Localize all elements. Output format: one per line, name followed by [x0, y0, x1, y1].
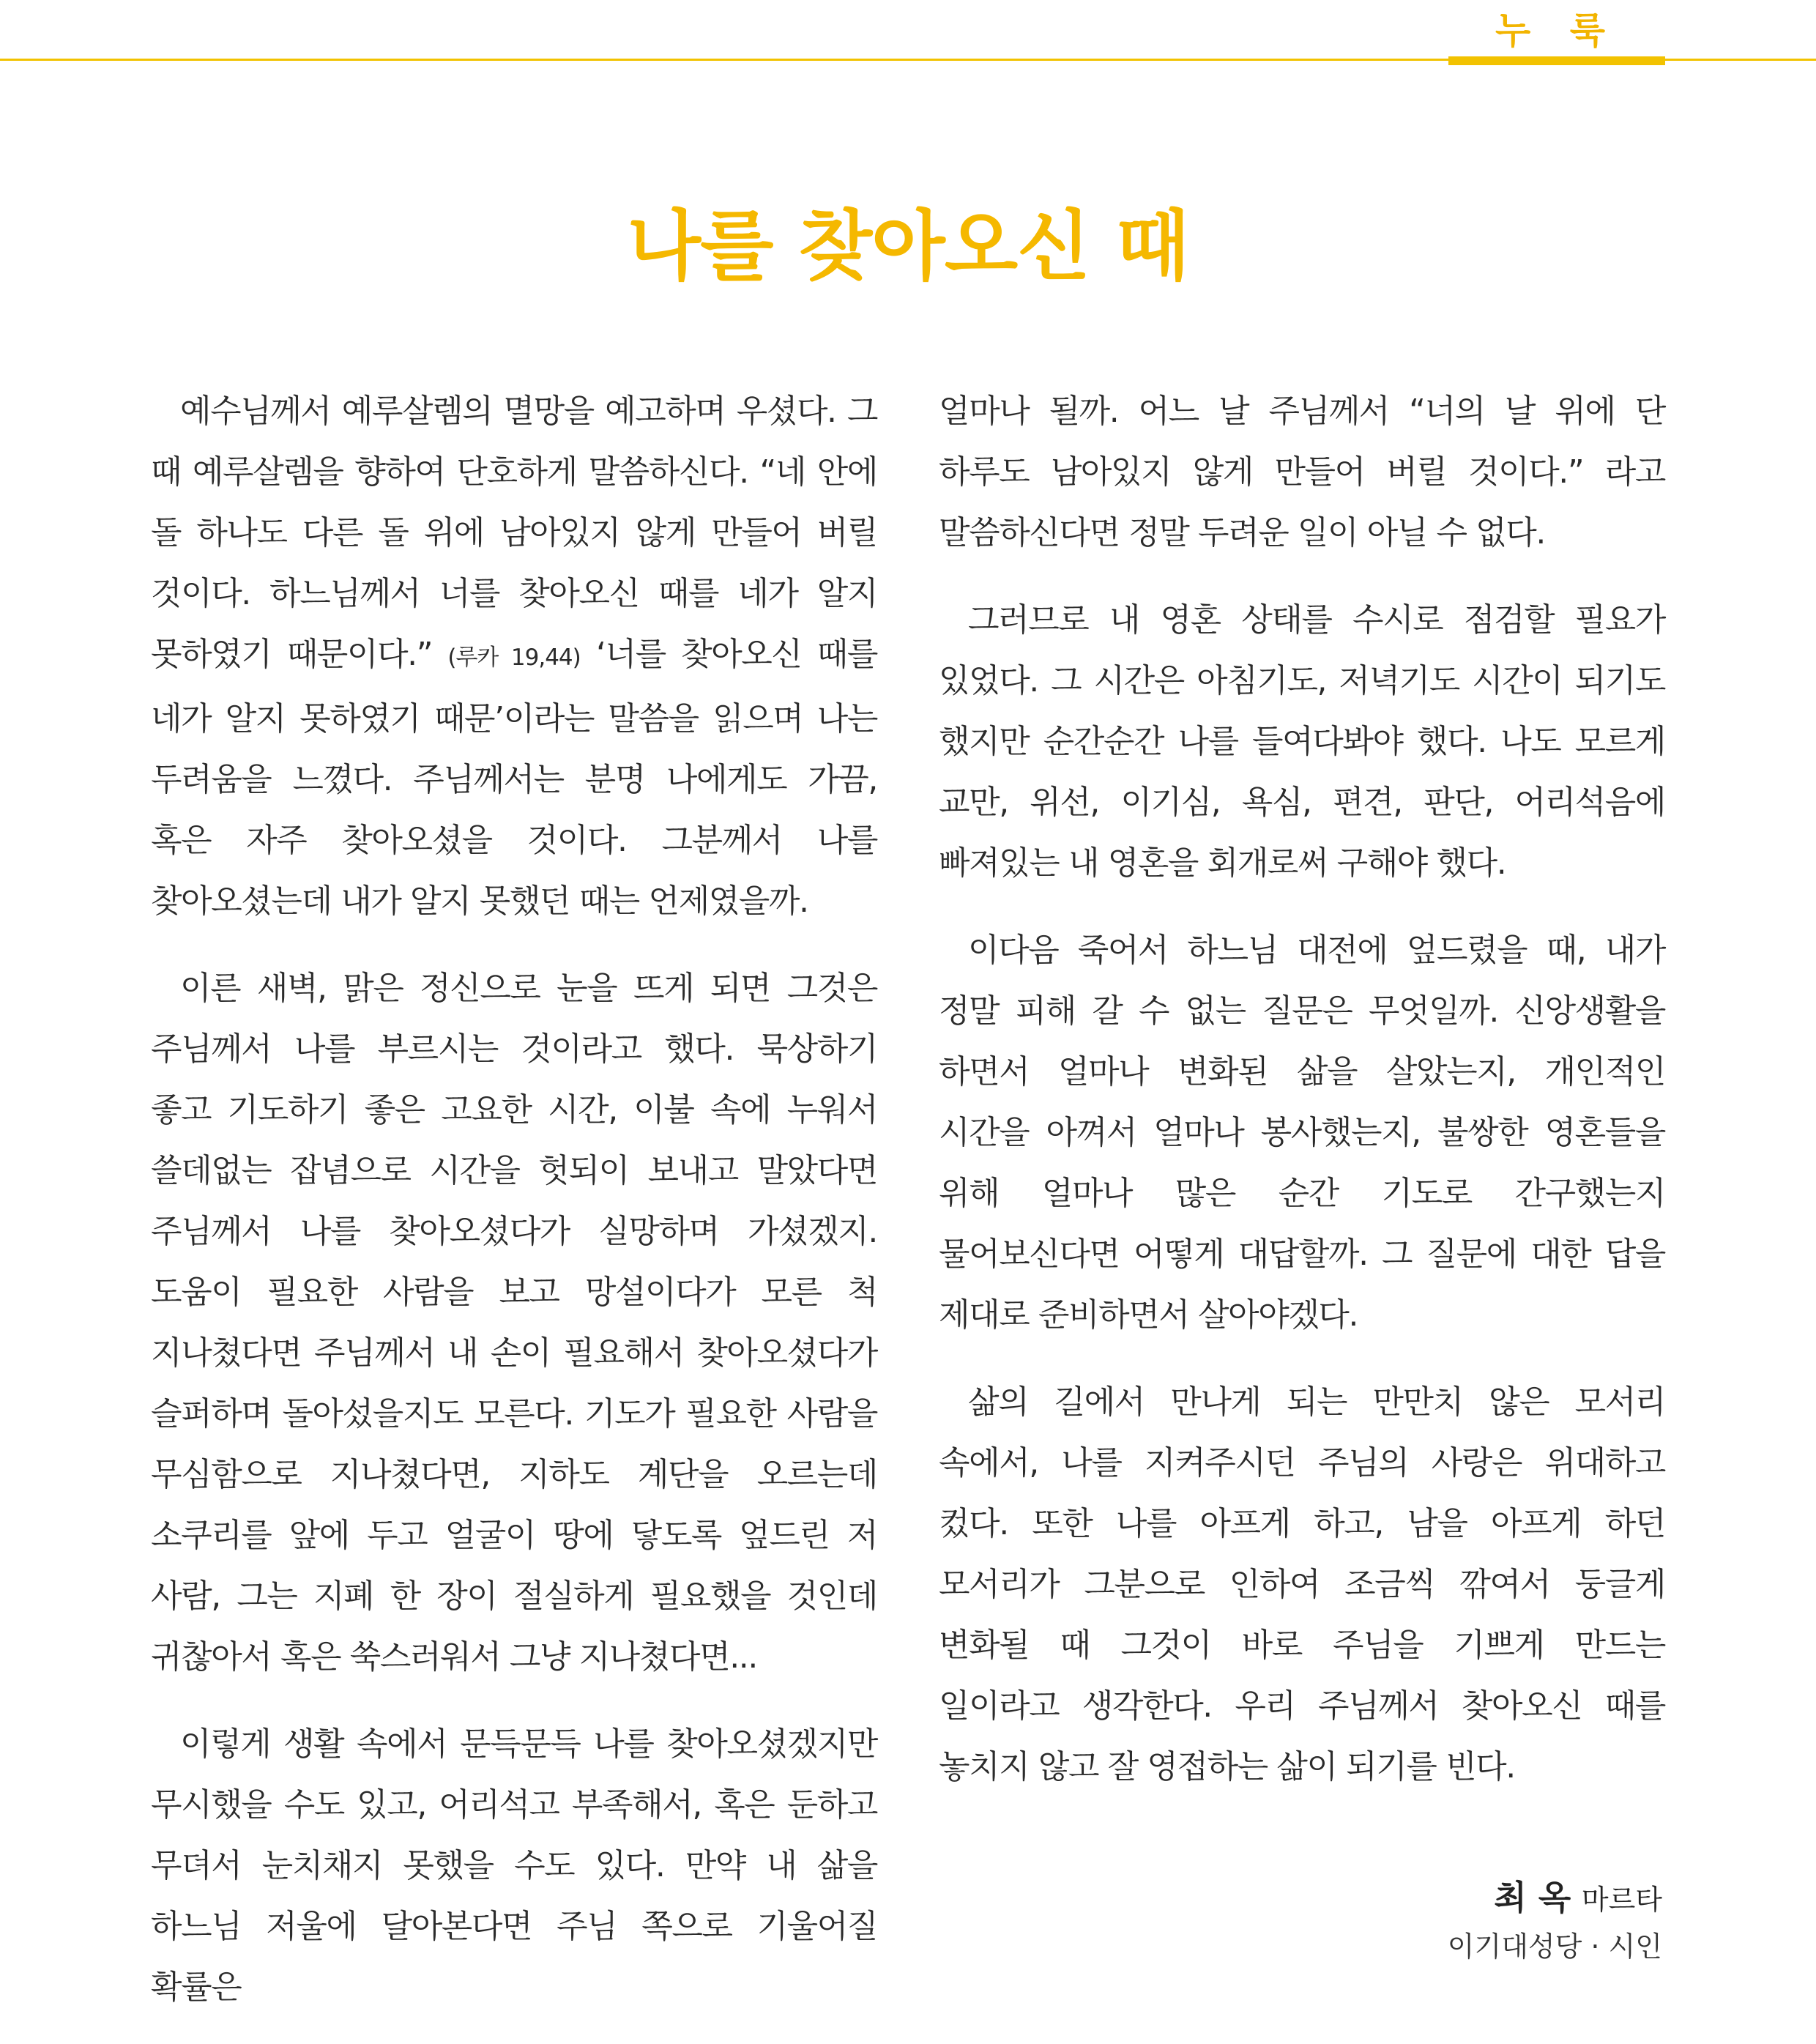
article-title: 나를 찾아오신 때 [627, 201, 1189, 291]
section-label-underline [1448, 56, 1665, 65]
author-affiliation: 이기대성당 · 시인 [1447, 1930, 1662, 1963]
paragraph-1-text-after: ‘너를 찾아오신 때를 네가 알지 못하였기 때문’이라는 말씀을 읽으며 나는 두려움을 느꼈다. 주님께서는 분명 나에게도 가끔, 혹은 자주 찾아오셨을 것이다. 그분께서 나를 찾아오셨는데 내가 알지 못했던 때는 언제였을까. [151, 636, 877, 920]
paragraph-1-text-before: 예수님께서 예루살렘의 멸망을 예고하며 우셨다. 그 때 예루살렘을 향하여 단호하게 말씀하신다. “네 안에 돌 하나도 다른 돌 위에 남아있지 않게 만들어 버릴 것이다. 하느님께서 너를 찾아오신 때를 네가 알지 못하였기 때문이다.” [151, 393, 877, 673]
left-column [151, 381, 877, 2044]
paragraph-2: 이른 새벽, 맑은 정신으로 눈을 뜨게 되면 그것은 주님께서 나를 부르시는 것이라고 했다. 묵상하기 좋고 기도하기 좋은 고요한 시간, 이불 속에 누워서 쓸데없는 잡념으로 시간을 헛되이 보내고 말았다면 주님께서 나를 찾아오셨다가 실망하며 가셨겠지. 도움이 필요한 사람을 보고 망설이다가 모른 척 지나쳤다면 주님께서 내 손이 필요해서 찾아오셨다가 슬퍼하며 돌아섰을지도 모른다. 기도가 필요한 사람을 무심함으로 지나쳤다면, 지하도 계단을 오르는데 소쿠리를 앞에 두고 얼굴이 땅에 닿도록 엎드린 저 사람, 그는 지폐 한 장이 절실하게 필요했을 것인데 귀찮아서 혹은 쑥스러워서 그냥 지나쳤다면... [151, 970, 877, 1676]
paragraph-6: 삶의 길에서 만나게 되는 만만치 않은 모서리 속에서, 나를 지켜주시던 주님의 사랑은 위대하고 컸다. 또한 나를 아프게 하고, 남을 아프게 하던 모서리가 그분으로 인하여 조금씩 깎여서 둥글게 변화될 때 그것이 바로 주님을 기쁘게 만드는 일이라고 생각한다. 우리 주님께서 찾아오신 때를 놓치지 않고 잘 영접하는 삶이 되기를 빈다. [939, 1383, 1665, 1785]
author-byline [1448, 1873, 1662, 1969]
section-label: 누 룩 [1495, 10, 1618, 52]
paragraph-3: 이렇게 생활 속에서 문득문득 나를 찾아오셨겠지만 무시했을 수도 있고, 어리석고 부족해서, 혹은 둔하고 무뎌서 눈치채지 못했을 수도 있다. 만약 내 삶을 하느님 저울에 달아본다면 주님 쪽으로 기울어질 확률은 [151, 1725, 877, 2006]
right-column [939, 381, 1665, 1824]
author-name-line [1448, 1873, 1662, 1924]
paragraph-4: 그러므로 내 영혼 상태를 수시로 점검할 필요가 있었다. 그 시간은 아침기도, 저녁기도 시간이 되기도 했지만 순간순간 나를 들여다봐야 했다. 나도 모르게 교만, 위선, 이기심, 욕심, 편견, 판단, 어리석음에 빠져있는 내 영혼을 회개로써 구해야 했다. [939, 601, 1665, 882]
author-name: 최 옥 [1494, 1878, 1571, 1917]
author-baptismal-name: 마르타 [1581, 1884, 1662, 1916]
paragraph-1 [151, 381, 877, 932]
scripture-reference: (루카 19,44) [447, 644, 581, 671]
paragraph-5: 이다음 죽어서 하느님 대전에 엎드렸을 때, 내가 정말 피해 갈 수 없는 질문은 무엇일까. 신앙생활을 하면서 얼마나 변화된 삶을 살았는지, 개인적인 시간을 아껴서 얼마나 봉사했는지, 불쌍한 영혼들을 위해 얼마나 많은 순간 기도로 간구했는지 물어보신다면 어떻게 대답할까. 그 질문에 대한 답을 제대로 준비하면서 살아야겠다. [939, 932, 1665, 1334]
paragraph-3-continued: 얼마나 될까. 어느 날 주님께서 “너의 날 위에 단 하루도 남아있지 않게 만들어 버릴 것이다.” 라고 말씀하신다면 정말 두려운 일이 아닐 수 없다. [939, 393, 1665, 551]
